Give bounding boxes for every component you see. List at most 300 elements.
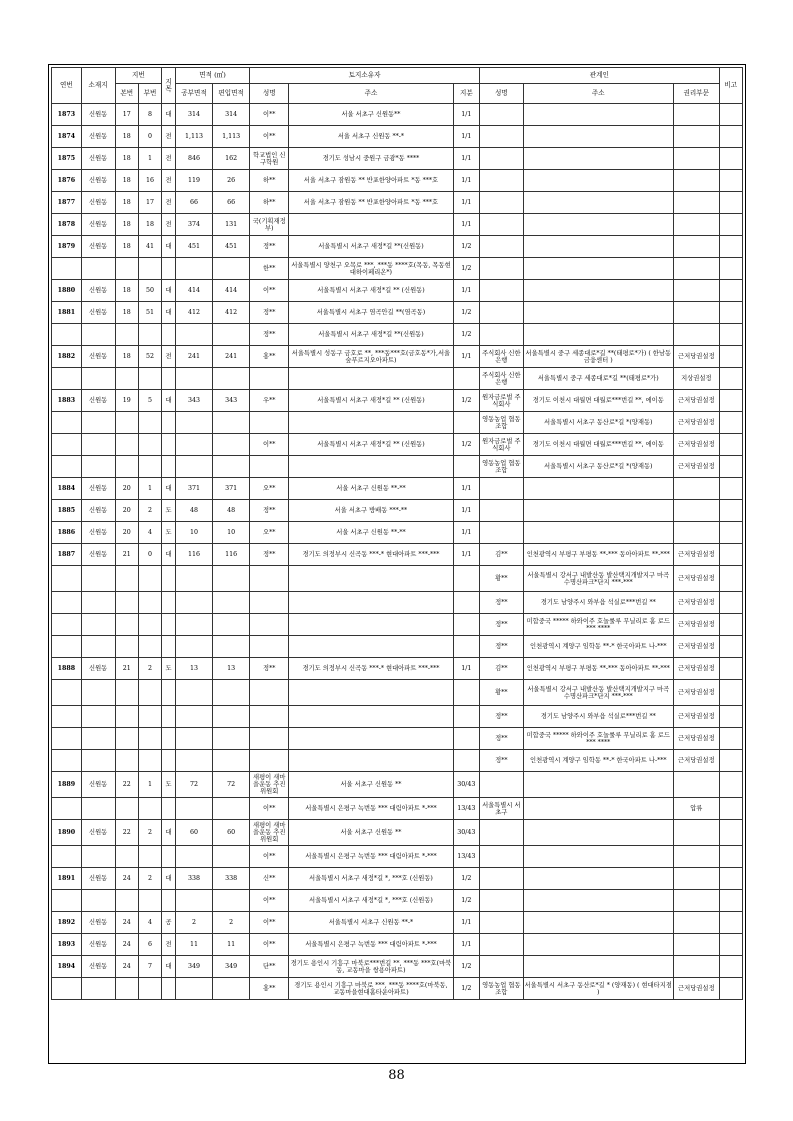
cell-owner-address: 경기도 의정부시 신곡동 ***-* 현대아파트 ***-*** [289, 658, 453, 680]
cell-no: 1875 [52, 148, 82, 170]
cell-public-area: 48 [175, 500, 212, 522]
cell-no [52, 368, 82, 390]
cell-bonbun: 21 [115, 658, 138, 680]
cell-incorporated-area: 338 [213, 868, 250, 890]
cell-owner-address: 서울 서초구 신원동 **-* [289, 126, 453, 148]
table-row [52, 750, 743, 772]
cell-bonbun [115, 750, 138, 772]
cell-location [81, 324, 115, 346]
cell-owner-name: 이** [250, 280, 289, 302]
cell-owner-name: 하** [250, 192, 289, 214]
cell-rights-name [480, 236, 523, 258]
cell-owner-name: 이** [250, 846, 289, 868]
cell-jimok [162, 750, 176, 772]
table-row [52, 636, 743, 658]
cell-bubun: 4 [138, 912, 161, 934]
cell-rights-name: 영동농업 협동조합 [480, 456, 523, 478]
cell-share: 13/43 [453, 846, 480, 868]
cell-jimok [162, 846, 176, 868]
cell-owner-address: 경기도 의정부시 신곡동 ***-* 현대아파트 ***-*** [289, 544, 453, 566]
cell-owner-address [289, 728, 453, 750]
cell-bubun [138, 636, 161, 658]
cell-jimok: 도 [162, 772, 176, 798]
cell-bubun [138, 978, 161, 1000]
cell-rights-address [523, 500, 673, 522]
cell-rights-type: 근저당권설정 [674, 412, 720, 434]
cell-incorporated-area: 162 [213, 148, 250, 170]
cell-incorporated-area: 116 [213, 544, 250, 566]
cell-incorporated-area [213, 324, 250, 346]
cell-bonbun: 18 [115, 236, 138, 258]
header-owner-name: 성명 [250, 84, 289, 104]
cell-owner-name [250, 728, 289, 750]
cell-jimok: 전 [162, 148, 176, 170]
table-row [52, 522, 743, 544]
cell-public-area [175, 614, 212, 636]
cell-jimok: 도 [162, 658, 176, 680]
cell-share [453, 614, 480, 636]
cell-bubun [138, 728, 161, 750]
cell-jimok [162, 324, 176, 346]
cell-bonbun [115, 412, 138, 434]
cell-no [52, 412, 82, 434]
cell-no: 1892 [52, 912, 82, 934]
table-row [52, 456, 743, 478]
cell-rights-address: 경기도 남양주시 와부읍 석실로***번길 ** [523, 706, 673, 728]
page-number: 88 [388, 1068, 405, 1083]
cell-rights-name: 원자금로벌 주식회사 [480, 434, 523, 456]
cell-note [719, 566, 742, 592]
cell-jimok: 대 [162, 390, 176, 412]
cell-rights-address [523, 214, 673, 236]
cell-note [719, 236, 742, 258]
cell-bonbun: 18 [115, 126, 138, 148]
cell-owner-address: 서울특별시 은평구 녹번동 *** 대림아파트 *-*** [289, 846, 453, 868]
cell-location [81, 258, 115, 280]
cell-share [453, 750, 480, 772]
cell-owner-name: 이** [250, 126, 289, 148]
cell-owner-address: 서울 서초구 신원동 ** [289, 772, 453, 798]
table-row [52, 890, 743, 912]
cell-rights-name: 정** [480, 636, 523, 658]
cell-owner-name [250, 566, 289, 592]
cell-bubun [138, 412, 161, 434]
cell-note [719, 934, 742, 956]
cell-owner-name [250, 412, 289, 434]
cell-rights-name: 정** [480, 706, 523, 728]
table-row [52, 978, 743, 1000]
cell-public-area [175, 728, 212, 750]
cell-share: 1/1 [453, 544, 480, 566]
cell-share: 1/1 [453, 478, 480, 500]
cell-owner-address: 서울특별시 양천구 오목로 ***, ***동 ****호(목동, 목동현대하이페리온*) [289, 258, 453, 280]
cell-share: 1/1 [453, 280, 480, 302]
cell-owner-name [250, 592, 289, 614]
cell-public-area [175, 456, 212, 478]
cell-location: 신원동 [81, 104, 115, 126]
cell-bonbun [115, 614, 138, 636]
cell-bubun [138, 434, 161, 456]
cell-bubun [138, 750, 161, 772]
cell-bonbun: 22 [115, 772, 138, 798]
cell-incorporated-area: 60 [213, 820, 250, 846]
cell-no: 1878 [52, 214, 82, 236]
cell-bubun: 50 [138, 280, 161, 302]
cell-jimok: 전 [162, 214, 176, 236]
cell-rights-address: 미합중국 ***** 하와이주 호놀룰루 무닐리로 홈 로드 *** **** [523, 728, 673, 750]
cell-rights-type [674, 104, 720, 126]
cell-jimok [162, 978, 176, 1000]
cell-rights-type: 근저당권설정 [674, 978, 720, 1000]
cell-owner-address: 서울특별시 서초구 새정*길 ** (신원동) [289, 434, 453, 456]
cell-rights-name [480, 868, 523, 890]
cell-incorporated-area [213, 258, 250, 280]
cell-bubun: 51 [138, 302, 161, 324]
cell-no [52, 592, 82, 614]
cell-incorporated-area [213, 846, 250, 868]
cell-no [52, 636, 82, 658]
cell-rights-name [480, 148, 523, 170]
cell-rights-name [480, 192, 523, 214]
cell-rights-type: 근저당권설정 [674, 706, 720, 728]
cell-share: 1/1 [453, 346, 480, 368]
table-row [52, 214, 743, 236]
cell-bonbun: 22 [115, 820, 138, 846]
cell-rights-type: 압류 [674, 798, 720, 820]
cell-location [81, 846, 115, 868]
cell-owner-address: 경기도 용인시 기흥구 마북로***번길 **, ***동 ***호(마북동, 교동마을 쌍용아파트) [289, 956, 453, 978]
cell-note [719, 592, 742, 614]
cell-no [52, 566, 82, 592]
cell-rights-address [523, 192, 673, 214]
cell-owner-name: 이** [250, 104, 289, 126]
cell-share: 1/2 [453, 978, 480, 1000]
cell-rights-type: 근저당권설정 [674, 636, 720, 658]
cell-share: 1/1 [453, 104, 480, 126]
cell-note [719, 170, 742, 192]
cell-owner-address: 서울 서초구 방배동 ***-** [289, 500, 453, 522]
cell-note [719, 956, 742, 978]
cell-owner-name: 홍** [250, 346, 289, 368]
cell-jimok: 전 [162, 934, 176, 956]
cell-rights-address: 경기도 이천시 대월면 대월로***번길 **, 에이동 [523, 390, 673, 412]
cell-owner-name: 이** [250, 434, 289, 456]
cell-share: 30/43 [453, 772, 480, 798]
table-row [52, 798, 743, 820]
cell-location: 신원동 [81, 934, 115, 956]
cell-share: 1/1 [453, 658, 480, 680]
cell-note [719, 346, 742, 368]
cell-bubun [138, 706, 161, 728]
cell-bubun: 2 [138, 868, 161, 890]
cell-no: 1885 [52, 500, 82, 522]
cell-location [81, 890, 115, 912]
table-row [52, 658, 743, 680]
cell-rights-name [480, 934, 523, 956]
cell-owner-address [289, 456, 453, 478]
cell-public-area: 374 [175, 214, 212, 236]
header-owner: 토지소유자 [250, 68, 480, 84]
cell-bonbun [115, 324, 138, 346]
table-row [52, 820, 743, 846]
cell-owner-address: 서울특별시 성동구 금호로 **, ***동***호(금호동*가,서울숲푸르지오아파트) [289, 346, 453, 368]
cell-owner-address [289, 614, 453, 636]
cell-incorporated-area [213, 978, 250, 1000]
cell-owner-name [250, 636, 289, 658]
cell-rights-address [523, 478, 673, 500]
cell-bonbun: 18 [115, 214, 138, 236]
cell-rights-type [674, 522, 720, 544]
cell-owner-address: 서울특별시 서초구 새정*길 *, ***호 (신원동) [289, 868, 453, 890]
cell-note [719, 368, 742, 390]
cell-rights-name: 정** [480, 750, 523, 772]
cell-location [81, 798, 115, 820]
cell-jimok [162, 566, 176, 592]
cell-share: 1/2 [453, 258, 480, 280]
cell-incorporated-area: 10 [213, 522, 250, 544]
cell-share: 30/43 [453, 820, 480, 846]
cell-share [453, 456, 480, 478]
cell-location [81, 750, 115, 772]
cell-rights-address: 서울특별시 서초구 동산로*길 * (양재동) ( 현대타지점 ) [523, 978, 673, 1000]
cell-owner-name: 정** [250, 500, 289, 522]
cell-bonbun: 24 [115, 934, 138, 956]
cell-no: 1889 [52, 772, 82, 798]
cell-bonbun: 24 [115, 912, 138, 934]
header-jimok: 지목 [162, 68, 176, 104]
cell-share [453, 680, 480, 706]
cell-bubun: 2 [138, 500, 161, 522]
cell-bonbun [115, 258, 138, 280]
cell-note [719, 868, 742, 890]
cell-incorporated-area [213, 566, 250, 592]
cell-rights-address [523, 126, 673, 148]
cell-rights-name [480, 820, 523, 846]
cell-jimok: 대 [162, 544, 176, 566]
cell-rights-type: 근저당권설정 [674, 456, 720, 478]
cell-rights-address [523, 772, 673, 798]
cell-rights-address [523, 890, 673, 912]
cell-bonbun [115, 706, 138, 728]
cell-no [52, 728, 82, 750]
cell-incorporated-area: 26 [213, 170, 250, 192]
cell-rights-address [523, 258, 673, 280]
cell-owner-address: 서울특별시 서초구 새정*길 **(신원동) [289, 236, 453, 258]
cell-note [719, 324, 742, 346]
cell-bubun: 16 [138, 170, 161, 192]
cell-jimok [162, 890, 176, 912]
cell-share: 1/1 [453, 934, 480, 956]
cell-location [81, 434, 115, 456]
cell-rights-type: 근저당권설정 [674, 544, 720, 566]
header-share: 지분 [453, 84, 480, 104]
cell-jimok [162, 728, 176, 750]
cell-no: 1891 [52, 868, 82, 890]
cell-jimok: 대 [162, 280, 176, 302]
cell-jimok: 전 [162, 346, 176, 368]
cell-owner-name: 학교법인 신구학원 [250, 148, 289, 170]
cell-jimok: 전 [162, 170, 176, 192]
header-no: 연번 [52, 68, 82, 104]
cell-location: 신원동 [81, 148, 115, 170]
cell-rights-name [480, 126, 523, 148]
cell-rights-type [674, 280, 720, 302]
table-row [52, 192, 743, 214]
cell-bubun [138, 566, 161, 592]
cell-bonbun [115, 368, 138, 390]
table-row [52, 592, 743, 614]
cell-incorporated-area [213, 890, 250, 912]
cell-rights-name: 황** [480, 680, 523, 706]
cell-no: 1881 [52, 302, 82, 324]
cell-share: 1/1 [453, 170, 480, 192]
cell-note [719, 258, 742, 280]
cell-location: 신원동 [81, 170, 115, 192]
cell-note [719, 192, 742, 214]
cell-public-area [175, 434, 212, 456]
cell-bubun: 52 [138, 346, 161, 368]
cell-owner-address: 서울 서초구 신원동 **-** [289, 478, 453, 500]
cell-bonbun: 19 [115, 390, 138, 412]
cell-rights-name [480, 956, 523, 978]
cell-bubun: 41 [138, 236, 161, 258]
cell-incorporated-area [213, 368, 250, 390]
cell-incorporated-area: 1,113 [213, 126, 250, 148]
cell-bubun [138, 680, 161, 706]
cell-public-area: 119 [175, 170, 212, 192]
cell-rights-name [480, 500, 523, 522]
cell-note [719, 280, 742, 302]
cell-rights-name [480, 846, 523, 868]
cell-jimok [162, 412, 176, 434]
cell-jimok: 대 [162, 956, 176, 978]
cell-note [719, 750, 742, 772]
cell-location: 신원동 [81, 302, 115, 324]
cell-rights-name [480, 258, 523, 280]
cell-bonbun: 18 [115, 280, 138, 302]
cell-bubun: 1 [138, 772, 161, 798]
cell-public-area [175, 890, 212, 912]
cell-bubun [138, 890, 161, 912]
cell-bubun: 0 [138, 126, 161, 148]
cell-bonbun [115, 456, 138, 478]
table-row [52, 236, 743, 258]
cell-no: 1883 [52, 390, 82, 412]
cell-rights-address: 서울특별시 서초구 동산로*길 *(양재동) [523, 412, 673, 434]
table-row [52, 728, 743, 750]
cell-owner-address: 서울 서초구 잠원동 ** 반포한양아파트 *동 ***호 [289, 192, 453, 214]
table-row [52, 368, 743, 390]
cell-incorporated-area: 414 [213, 280, 250, 302]
cell-location: 신원동 [81, 956, 115, 978]
cell-share: 1/2 [453, 302, 480, 324]
cell-jimok: 전 [162, 192, 176, 214]
cell-owner-name: 단** [250, 956, 289, 978]
cell-location: 신원동 [81, 772, 115, 798]
cell-location: 신원동 [81, 820, 115, 846]
cell-share [453, 566, 480, 592]
cell-owner-address [289, 706, 453, 728]
cell-note [719, 148, 742, 170]
cell-location [81, 636, 115, 658]
cell-rights-address: 서울특별시 강서구 내발산동 발산택지개발지구 마곡수명산파크*단지 ***-*** [523, 566, 673, 592]
cell-rights-name: 김** [480, 658, 523, 680]
cell-rights-name: 영동농업 협동조합 [480, 978, 523, 1000]
cell-bonbun [115, 890, 138, 912]
cell-location: 신원동 [81, 658, 115, 680]
cell-public-area: 1,113 [175, 126, 212, 148]
table-row [52, 170, 743, 192]
table-row [52, 956, 743, 978]
cell-owner-name: 오** [250, 522, 289, 544]
cell-location [81, 680, 115, 706]
cell-owner-name: 오** [250, 478, 289, 500]
cell-owner-name: 우** [250, 390, 289, 412]
land-register-table [51, 67, 743, 1000]
cell-public-area [175, 566, 212, 592]
cell-share: 1/1 [453, 522, 480, 544]
cell-bubun: 2 [138, 820, 161, 846]
cell-rights-address [523, 324, 673, 346]
cell-public-area: 241 [175, 346, 212, 368]
cell-rights-type [674, 500, 720, 522]
cell-jimok: 전 [162, 126, 176, 148]
cell-rights-type [674, 956, 720, 978]
cell-owner-name: 정** [250, 658, 289, 680]
cell-bubun: 5 [138, 390, 161, 412]
cell-share [453, 368, 480, 390]
table-row [52, 500, 743, 522]
cell-note [719, 658, 742, 680]
cell-bubun: 17 [138, 192, 161, 214]
table-row [52, 148, 743, 170]
cell-rights-type [674, 772, 720, 798]
cell-rights-type [674, 820, 720, 846]
cell-note [719, 614, 742, 636]
cell-public-area: 451 [175, 236, 212, 258]
cell-owner-name: 정** [250, 544, 289, 566]
cell-incorporated-area: 451 [213, 236, 250, 258]
cell-bonbun: 24 [115, 956, 138, 978]
cell-rights-name: 영동농업 협동조합 [480, 412, 523, 434]
cell-rights-address: 경기도 남양주시 와부읍 석실로***번길 ** [523, 592, 673, 614]
cell-owner-address: 서울특별시 서초구 새정*길 **(신원동) [289, 324, 453, 346]
cell-no [52, 434, 82, 456]
cell-rights-name [480, 478, 523, 500]
cell-public-area [175, 636, 212, 658]
cell-bubun [138, 846, 161, 868]
cell-location [81, 412, 115, 434]
cell-no: 1874 [52, 126, 82, 148]
header-location: 소재지 [81, 68, 115, 104]
cell-rights-type: 근저당권설정 [674, 566, 720, 592]
cell-rights-address: 인천광역시 부평구 부평동 **-*** 동아아파트 **-*** [523, 544, 673, 566]
cell-owner-address: 서울특별시 은평구 녹번동 *** 대림아파트 *-*** [289, 934, 453, 956]
table-row [52, 346, 743, 368]
cell-incorporated-area [213, 728, 250, 750]
cell-incorporated-area: 371 [213, 478, 250, 500]
cell-bonbun: 20 [115, 500, 138, 522]
cell-bubun: 2 [138, 658, 161, 680]
cell-public-area [175, 798, 212, 820]
cell-rights-type [674, 214, 720, 236]
cell-public-area: 11 [175, 934, 212, 956]
cell-bonbun [115, 592, 138, 614]
cell-no: 1887 [52, 544, 82, 566]
cell-location: 신원동 [81, 522, 115, 544]
cell-owner-address: 서울특별시 서초구 신원동 **-* [289, 912, 453, 934]
cell-share [453, 728, 480, 750]
